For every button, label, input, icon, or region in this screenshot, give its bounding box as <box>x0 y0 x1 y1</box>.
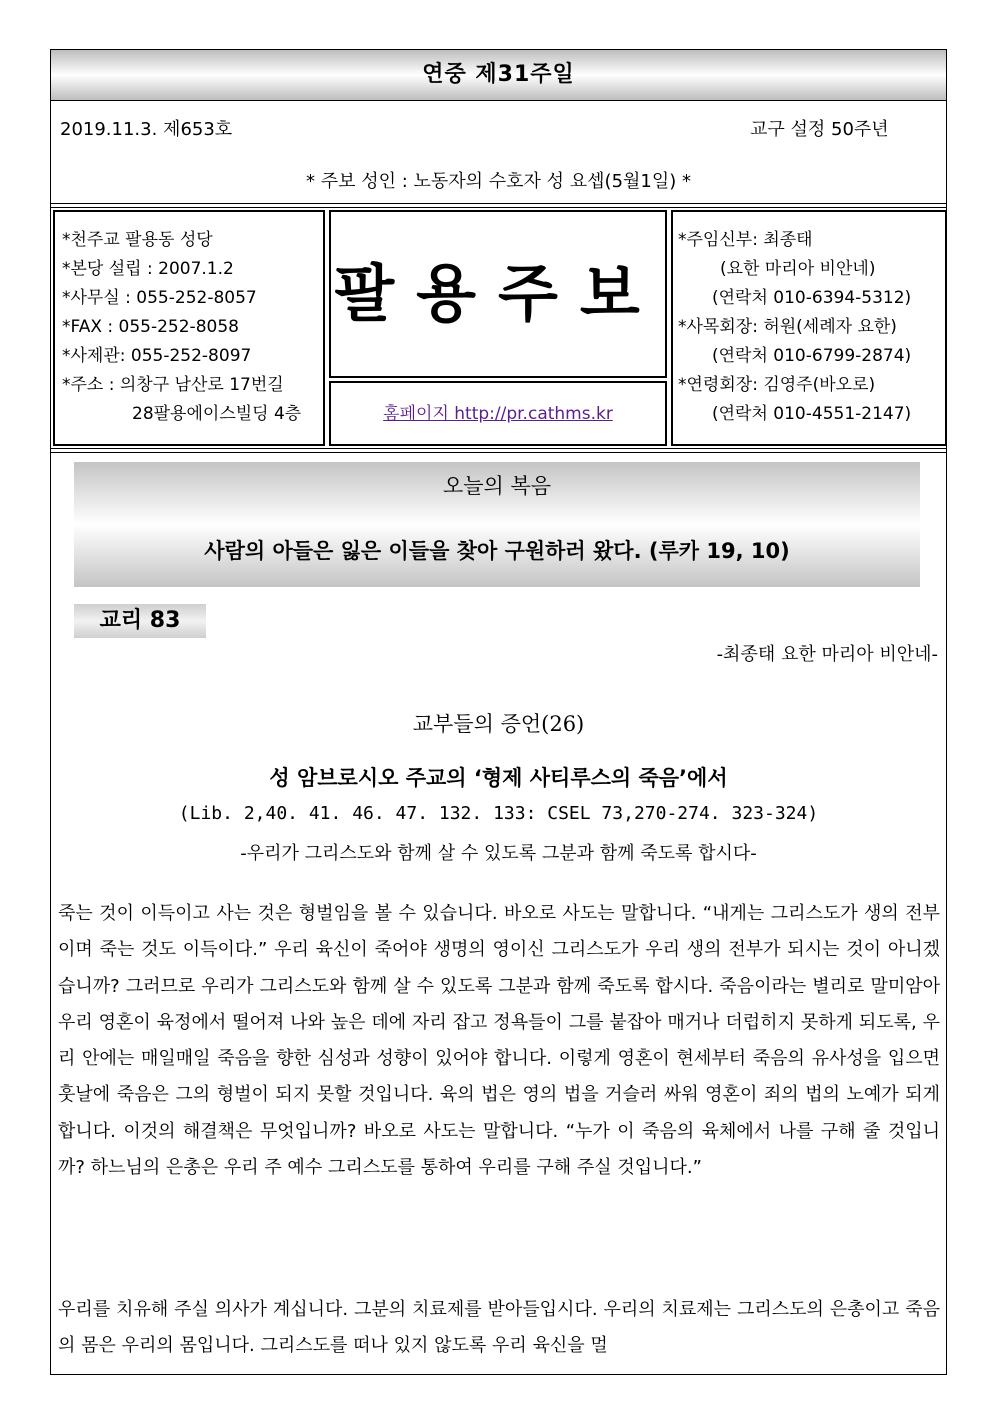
patron-saint: * 주보 성인 : 노동자의 수호자 성 요셉(5월1일) * <box>306 171 691 192</box>
divider <box>50 203 947 204</box>
pastor-name: *주임신부: 최종태 <box>678 230 813 250</box>
series-title: 교부들의 증언(26) <box>412 712 585 736</box>
council-phone: (연락처 010-6799-2874) <box>712 346 912 366</box>
divider <box>50 207 947 208</box>
article-title: 성 암브로시오 주교의 ‘형제 사티루스의 죽음’에서 <box>269 766 728 790</box>
address-line-2: 28팔용에이스빌딩 4층 <box>132 404 302 424</box>
rectory-phone: *사제관: 055-252-8097 <box>62 346 252 366</box>
divider <box>50 448 947 449</box>
article-reference: (Lib. 2,40. 41. 46. 47. 132. 133: CSEL 73,270-274. 323-324) <box>178 803 819 824</box>
pastor-phone: (연락처 010-6394-5312) <box>712 288 912 308</box>
divider <box>50 452 947 453</box>
gospel-verse: 사람의 아들은 잃은 이들을 찾아 구원하러 왔다. (루카 19, 10) <box>204 539 790 563</box>
parish-name: *천주교 팔용동 성당 <box>62 230 213 250</box>
funeral-president: *연령회장: 김영주(바오로) <box>678 375 876 395</box>
sunday-title: 연중 제31주일 <box>422 62 575 87</box>
body-paragraph: 죽는 것이 이득이고 사는 것은 형벌임을 볼 수 있습니다. 바오로 사도는 말합니다. “내게는 그리스도가 생의 전부이며 죽는 것도 이득이다.” 우리 육신이 죽어야 생명의 영이신 그리스도가 우리 생의 전부가 되시는 것이 아니겠습니까? 그러므로 우리가 그리스도와 함께 살 수 있도록 그분과 함께 죽도록 합시다. 죽음이라는 별리로 말미암아 우리 영혼이 육정에서 떨어져 나와 높은 데에 자리 잡고 정욕들이 그를 붙잡아 매거나 더럽히지 못하게 되도록, 우리 안에는 매일매일 죽음을 향한 심성과 성향이 있어야 합니다. 이렇게 영혼이 현세부터 죽음의 유사성을 입으면 훗날에 죽음은 그의 형벌이 되지 못할 것입니다. 육의 법은 영의 법을 거슬러 싸워 영혼이 죄의 법의 노예가 되게 합니다. 이것의 해결책은 무엇입니까? 바오로 사도는 말합니다. “누가 이 죽음의 육체에서 나를 구해 줄 것입니까? 하느님의 은총은 우리 주 예수 그리스도를 통하여 우리를 구해 주실 것입니다.” <box>58 903 940 1179</box>
founding-date: *본당 설립 : 2007.1.2 <box>62 259 234 279</box>
pastor-baptismal-name: (요한 마리아 비안네) <box>720 259 876 279</box>
article-subtitle: -우리가 그리스도와 함께 살 수 있도록 그분과 함께 죽도록 합시다- <box>240 843 757 864</box>
body-paragraph: 우리를 치유해 주실 의사가 계십니다. 그분의 치료제를 받아들입시다. 우리의 치료제는 그리스도의 은총이고 죽음의 몸은 우리의 몸입니다. 그리스도를 떠나 있지 않도록 우리 육신을 멀 <box>58 1299 940 1357</box>
parish-info-list <box>62 226 301 429</box>
doctrine-author: -최종태 요한 마리아 비안네- <box>716 644 938 665</box>
homepage-link[interactable]: 홈페이지 http://pr.cathms.kr <box>383 404 613 424</box>
bulletin-title: 팔용주보 <box>334 257 662 330</box>
address-line-1: *주소 : 의창구 남산로 17번길 <box>62 375 284 395</box>
gospel-heading: 오늘의 복음 <box>442 474 552 498</box>
anniversary-label: 교구 설정 50주년 <box>750 119 889 140</box>
fax-number: *FAX : 055-252-8058 <box>62 317 239 337</box>
contacts-list <box>678 226 911 429</box>
council-president: *사목회장: 허원(세례자 요한) <box>678 317 897 337</box>
doctrine-label: 교리 83 <box>99 608 181 633</box>
divider <box>50 100 947 101</box>
issue-date: 2019.11.3. 제653호 <box>60 119 233 140</box>
funeral-phone: (연락처 010-4551-2147) <box>712 404 912 424</box>
office-phone: *사무실 : 055-252-8057 <box>62 288 257 308</box>
